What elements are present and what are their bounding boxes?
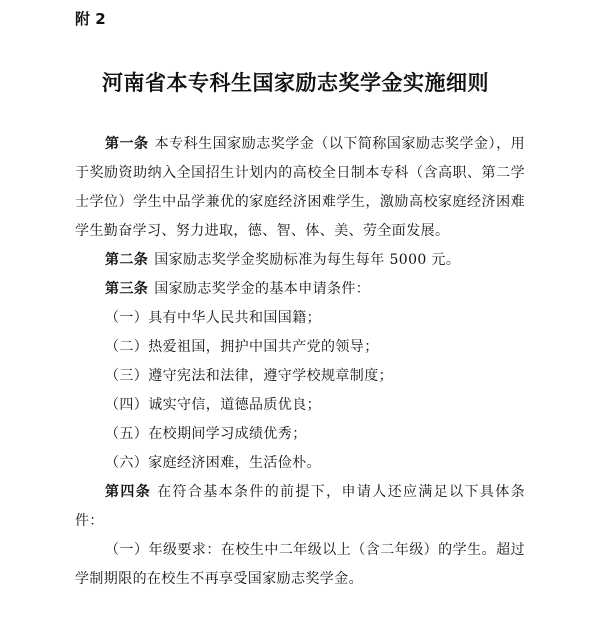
article-1 xyxy=(75,130,525,246)
condition-item xyxy=(75,333,525,362)
article-text: 本专科生国家励志奖学金（以下简称国家励志奖学金），用于奖励资助纳入全国招生计划内的高校全日制本专科（含高职、第二学士学位）学生中品学兼优的家庭经济困难学生，激励高校家庭经济困难学生勤奋学习、努力进取，德、智、体、美、劳全面发展。 xyxy=(75,136,526,239)
condition-item xyxy=(75,362,525,391)
article-2 xyxy=(75,246,525,275)
document-title: 河南省本专科生国家励志奖学金实施细则 xyxy=(102,71,489,95)
attachment-label: 附 2 xyxy=(75,10,106,28)
condition-text: （三）遵守宪法和法律，遵守学校规章制度； xyxy=(105,368,393,384)
article-heading: 第一条 xyxy=(105,136,149,152)
article-text: 国家励志奖学金的基本申请条件： xyxy=(154,281,371,297)
condition-text: （一）年级要求：在校生中二年级以上（含二年级）的学生。超过学制期限的在校生不再享受国家励志奖学金。 xyxy=(75,542,525,587)
condition-item xyxy=(75,391,525,420)
condition-item xyxy=(75,304,525,333)
condition-item xyxy=(75,420,525,449)
condition-item xyxy=(75,536,525,594)
document-body xyxy=(75,130,525,594)
article-text: 在符合基本条件的前提下，申请人还应满足以下具体条件： xyxy=(75,484,525,529)
article-text: 国家励志奖学金奖励标准为每生每年 5000 元。 xyxy=(154,252,461,268)
article-heading: 第三条 xyxy=(105,281,149,297)
condition-text: （一）具有中华人民共和国国籍； xyxy=(105,310,321,326)
article-4 xyxy=(75,478,525,536)
condition-text: （六）家庭经济困难，生活俭朴。 xyxy=(105,455,321,471)
condition-text: （四）诚实守信，道德品质优良； xyxy=(105,397,321,413)
article-heading: 第二条 xyxy=(105,252,149,268)
condition-text: （五）在校期间学习成绩优秀； xyxy=(105,426,307,442)
condition-item xyxy=(75,449,525,478)
condition-text: （二）热爱祖国，拥护中国共产党的领导； xyxy=(105,339,379,355)
article-heading: 第四条 xyxy=(105,484,152,500)
article-3 xyxy=(75,275,525,304)
